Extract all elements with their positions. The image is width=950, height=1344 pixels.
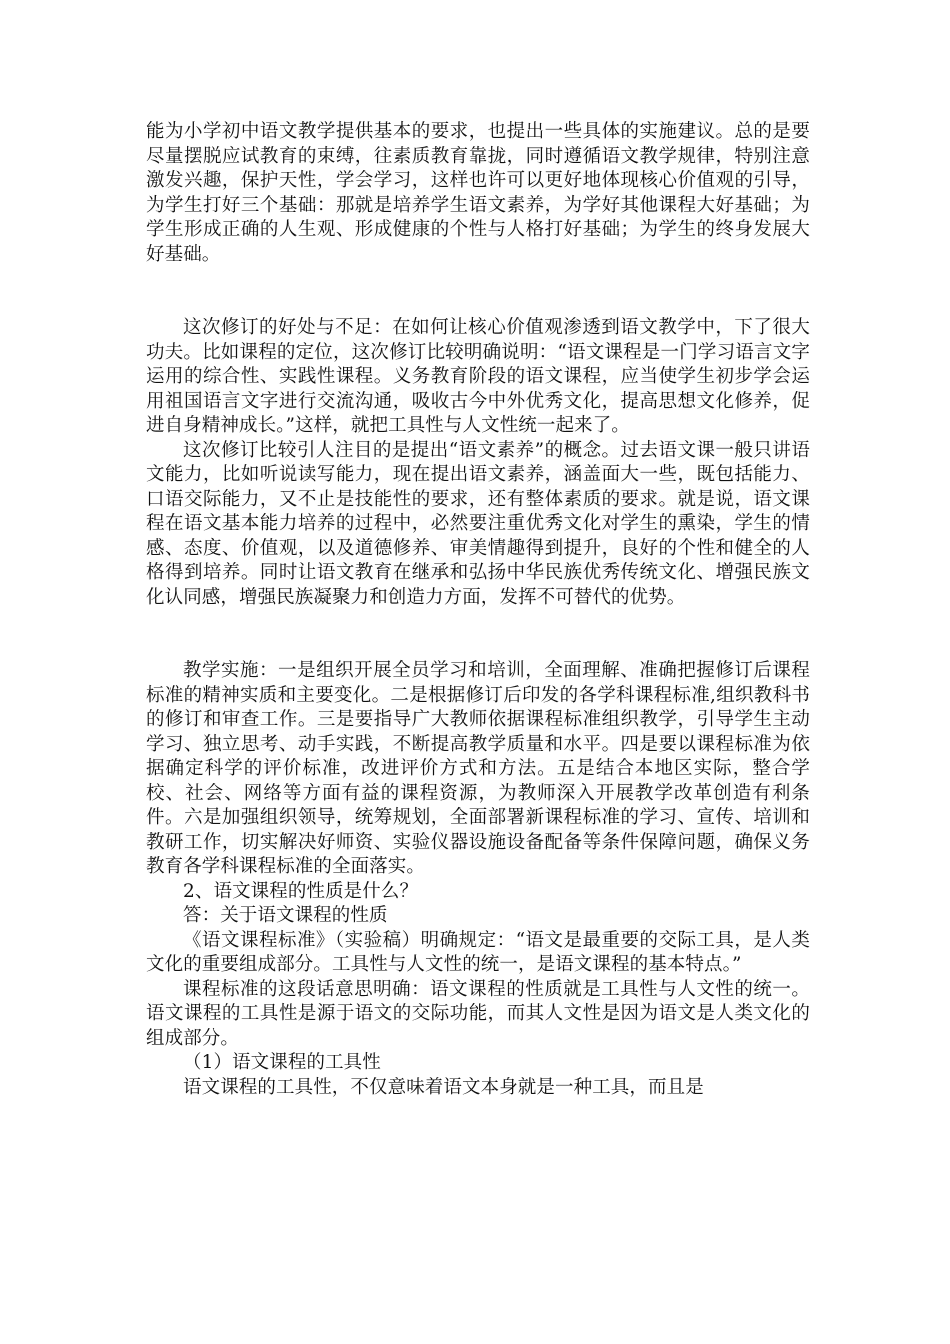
paragraph-goals-summary: 能为小学初中语文教学提供基本的要求，也提出一些具体的实施建议。总的是要尽量摆脱应试教育的束缚，往素质教育靠拢，同时遵循语文教学规律，特别注意激发兴趣，保护天性，学会学习，这样也许可以更好地体现核心价值观的引导，为学生打好三个基础：那就是培养学生语文素养，为学好其他课程大好基础；为学生形成正确的人生观、形成健康的个性与人格打好基础；为学生的终身发展大好基础。	[146, 121, 810, 265]
paragraph-gap	[146, 610, 810, 659]
document-body	[146, 120, 810, 1100]
paragraph-standard-quote: 《语文课程标准》（实验稿）明确规定：“语文是最重要的交际工具，是人类文化的重要组成部分。工具性与人文性的统一，是语文课程的基本特点。”	[146, 929, 810, 975]
paragraph-literacy-concept: 这次修订比较引人注目的是提出“语文素养”的概念。过去语文课一般只讲语文能力，比如听说读写能力，现在提出语文素养，涵盖面大一些，既包括能力、口语交际能力，又不止是技能性的要求，还有整体素质的要求。就是说，语文课程在语文基本能力培养的过程中，必然要注重优秀文化对学生的熏染，学生的情感、态度、价值观，以及道德修养、审美情趣得到提升，良好的个性和健全的人格得到培养。同时让语文教育在继承和弘扬中华民族优秀传统文化、增强民族文化认同感，增强民族凝聚力和创造力方面，发挥不可替代的优势。	[146, 439, 810, 608]
paragraph-tool-nature: 语文课程的工具性，不仅意味着语文本身就是一种工具，而且是	[183, 1076, 704, 1098]
paragraph-teaching-implementation: 教学实施：一是组织开展全员学习和培训，全面理解、准确把握修订后课程标准的精神实质和主要变化。二是根据修订后印发的各学科课程标准,组织教科书的修订和审查工作。三是要指导广大教师依据课程标准组织教学，引导学生主动学习、独立思考、动手实践，不断提高教学质量和水平。四是要以课程标准为依据确定科学的评价标准，改进评价方式和方法。五是结合本地区实际，整合学校、社会、网络等方面有益的课程资源，为教师深入开展教学改革创造有利条件。六是加强组织领导，统筹规划，全面部署新课程标准的学习、宣传、培训和教研工作，切实解决好师资、实验仪器设施设备配备等条件保障问题，确保义务教育各学科课程标准的全面落实。	[146, 660, 810, 877]
subsection-heading: （1）语文课程的工具性	[183, 1052, 381, 1073]
answer-intro: 答：关于语文课程的性质	[183, 905, 388, 926]
paragraph-standard-explanation: 课程标准的这段话意思明确：语文课程的性质就是工具性与人文性的统一。语文课程的工具性是源于语文的交际功能，而其人文性是因为语文是人类文化的组成部分。	[146, 978, 810, 1049]
question-heading: 2、语文课程的性质是什么？	[183, 880, 419, 902]
paragraph-gap	[146, 267, 810, 316]
paragraph-revision-pros-cons: 这次修订的好处与不足：在如何让核心价值观渗透到语文教学中，下了很大功夫。比如课程的定位，这次修订比较明确说明：“语文课程是一门学习语言文字运用的综合性、实践性课程。义务教育阶段的语文课程，应当使学生初步学会运用祖国语言文字进行交流沟通，吸收古今中外优秀文化，提高思想文化修养，促进自身精神成长。”这样，就把工具性与人文性统一起来了。	[146, 317, 810, 436]
